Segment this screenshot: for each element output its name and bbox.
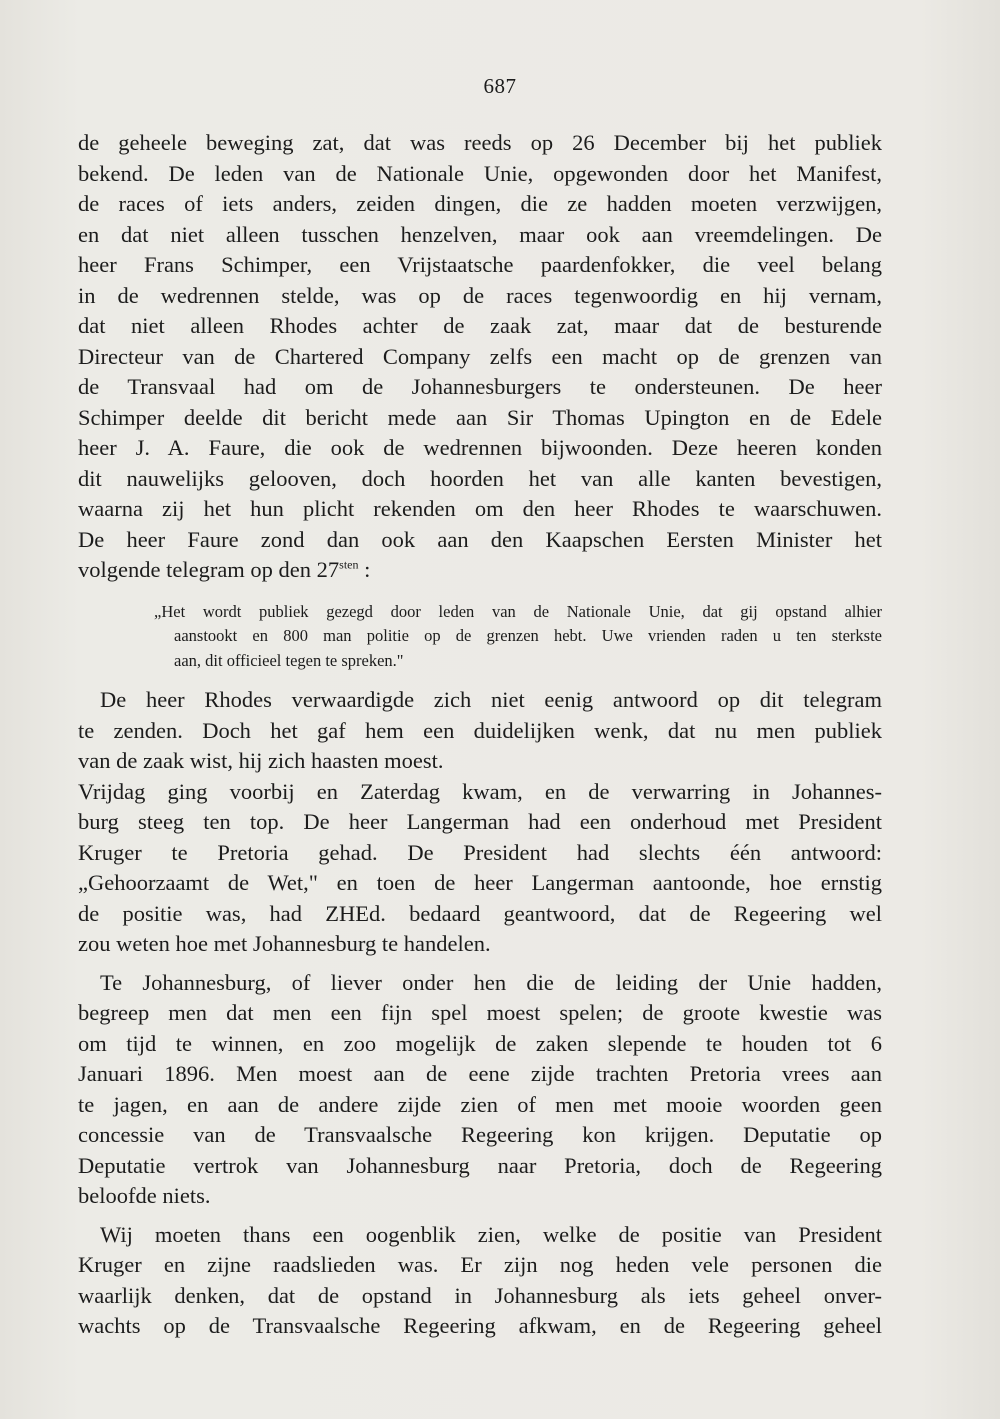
- text-fragment: volgende telegram op den 27: [78, 557, 340, 582]
- telegram-quote: [78, 600, 882, 674]
- text-line: concessie van de Transvaalsche Regeering kon krijgen. Deputatie op: [78, 1122, 882, 1147]
- text-line: waarlijk denken, dat de opstand in Johannesburg als iets geheel onver-: [78, 1282, 882, 1308]
- text-line: burg steeg ten top. De heer Langerman had een onderhoud met President: [78, 809, 882, 834]
- paragraph-4: [78, 968, 882, 1212]
- text-line: Kruger en zijne raadslieden was. Er zijn nog heden vele personen die: [78, 1252, 882, 1277]
- text-line: De heer Faure zond dan ook aan den Kaapschen Eersten Minister het: [78, 526, 882, 552]
- text-line: Te Johannesburg, of liever onder hen die de leiding der Unie hadden,: [100, 969, 882, 995]
- page-number: 687: [483, 74, 517, 98]
- quote-line: aan, dit officieel tegen te spreken.": [174, 650, 404, 670]
- text-line: Deputatie vertrok van Johannesburg naar Pretoria, doch de Regeering: [78, 1152, 882, 1178]
- text-line: beloofde niets.: [78, 1183, 211, 1208]
- text-line: begreep men dat men een fijn spel moest spelen; de groote kwestie was: [78, 1000, 882, 1025]
- text-line: en dat niet alleen tusschen henzelven, maar ook aan vreemdelingen. De: [78, 221, 882, 247]
- text-line: om tijd te winnen, en zoo mogelijk de zaken slepende te houden tot 6: [78, 1030, 882, 1056]
- text-line: wachts op de Transvaalsche Regeering afkwam, en de Regeering geheel: [78, 1313, 882, 1338]
- paragraph-1: [78, 128, 882, 586]
- body-text: [78, 128, 882, 1342]
- paragraph-2: [78, 685, 882, 777]
- text-line: zou weten hoe met Johannesburg te handelen.: [78, 931, 491, 956]
- text-line: te zenden. Doch het gaf hem een duidelijken wenk, dat nu men publiek: [78, 717, 882, 743]
- text-line: heer J. A. Faure, die ook de wedrennen bijwoonden. Deze heeren konden: [78, 435, 882, 460]
- text-line: van de zaak wist, hij zich haasten moest.: [78, 748, 444, 773]
- quote-line: „Het wordt publiek gezegd door leden van de Nationale Unie, dat gij opstand alhier: [154, 601, 882, 621]
- text-line: dit nauwelijks gelooven, doch hoorden het van alle kanten bevestigen,: [78, 465, 882, 491]
- paragraph-gap: [78, 1212, 882, 1220]
- text-fragment: :: [358, 557, 371, 582]
- text-line: waarna zij het hun plicht rekenden om den heer Rhodes te waarschuwen.: [78, 496, 882, 521]
- text-line: de Transvaal had om de Johannesburgers te ondersteunen. De heer: [78, 374, 882, 399]
- text-line: De heer Rhodes verwaardigde zich niet eenig antwoord op dit telegram: [100, 687, 882, 712]
- text-line: de races of iets anders, zeiden dingen, die ze hadden moeten verzwijgen,: [78, 191, 882, 216]
- text-line: Wij moeten thans een oogenblik zien, welke de positie van President: [100, 1221, 882, 1247]
- paragraph-3: [78, 777, 882, 960]
- text-line: te jagen, en aan de andere zijde zien of men met mooie woorden geen: [78, 1091, 882, 1117]
- text-line: dat niet alleen Rhodes achter de zaak zat, maar dat de besturende: [78, 313, 882, 338]
- text-line: bekend. De leden van de Nationale Unie, opgewonden door het Manifest,: [78, 160, 882, 186]
- text-line: „Gehoorzaamt de Wet," en toen de heer Langerman aantoonde, hoe ernstig: [78, 870, 882, 895]
- text-line: [78, 555, 882, 586]
- paragraph-5: [78, 1220, 882, 1342]
- text-line: de positie was, had ZHEd. bedaard geantwoord, dat de Regeering wel: [78, 900, 882, 926]
- paragraph-gap: [78, 960, 882, 968]
- superscript: sten: [339, 557, 359, 572]
- text-line: Directeur van de Chartered Company zelfs een macht op de grenzen van: [78, 343, 882, 369]
- quote-line: aanstookt en 800 man politie op de grenzen hebt. Uwe vrienden raden u ten sterkste: [174, 626, 882, 645]
- text-line: Schimper deelde dit bericht mede aan Sir Thomas Upington en de Edele: [78, 404, 882, 430]
- text-line: in de wedrennen stelde, was op de races tegenwoordig en hij vernam,: [78, 282, 882, 308]
- text-line: de geheele beweging zat, dat was reeds op 26 December bij het publiek: [78, 130, 882, 155]
- text-line: heer Frans Schimper, een Vrijstaatsche paardenfokker, die veel belang: [78, 252, 882, 277]
- text-line: Kruger te Pretoria gehad. De President had slechts één antwoord:: [78, 839, 882, 865]
- text-line: Januari 1896. Men moest aan de eene zijde trachten Pretoria vrees aan: [78, 1061, 882, 1086]
- text-line: Vrijdag ging voorbij en Zaterdag kwam, en de verwarring in Johannes-: [78, 778, 882, 804]
